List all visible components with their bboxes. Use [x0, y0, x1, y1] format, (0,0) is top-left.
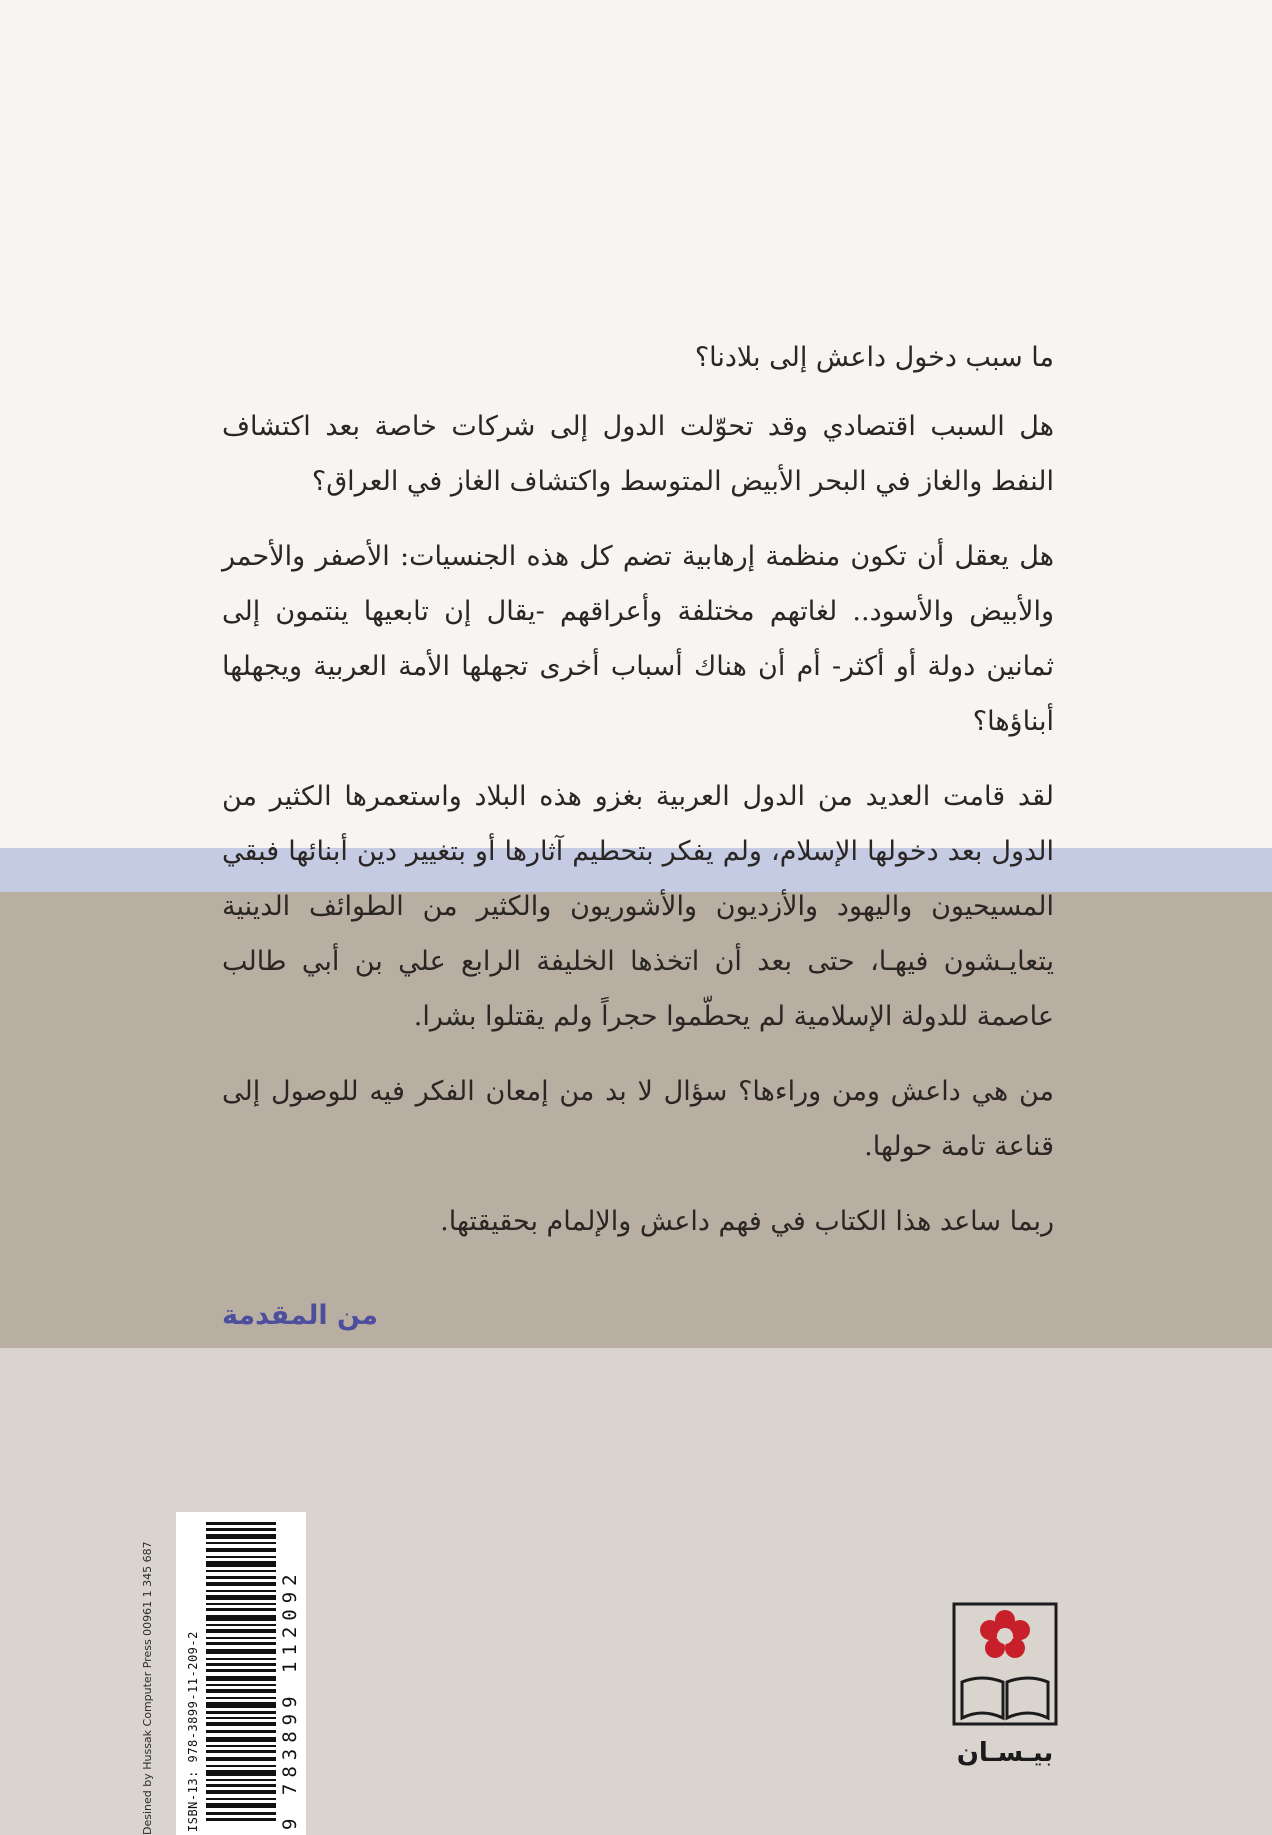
blurb-paragraph-2: هل السبب اقتصادي وقد تحوّلت الدول إلى شركات خاصة بعد اكتشاف النفط والغاز في البحر الأبيض المتوسط واكتشاف الغاز في العراق؟ [222, 411, 1054, 497]
blurb-paragraph-6: ربما ساعد هذا الكتاب في فهم داعش والإلمام بحقيقتها. [440, 1206, 1054, 1237]
blurb-paragraph-5: من هي داعش ومن وراءها؟ سؤال لا بد من إمعان الفكر فيه للوصول إلى قناعة تامة حولها. [222, 1076, 1054, 1162]
excerpt-source: من المقدمة [222, 1300, 379, 1331]
blurb-paragraph-1: ما سبب دخول داعش إلى بلادنا؟ [694, 342, 1054, 373]
publisher-name: بيـسـان [956, 1738, 1054, 1768]
isbn-number: ISBN-13: 978-3899-11-209-2 [186, 1631, 200, 1832]
barcode-icon [206, 1522, 276, 1822]
blurb-paragraph-3: هل يعقل أن تكون منظمة إرهابية تضم كل هذه الجنسيات: الأصفر والأحمر والأبيض والأسود.. لغاتهم مختلفة وأعراقهم -يقال إن تابعيها ينتمون إلى ثمانين دولة أو أكثر- أم أن هناك أسباب أخرى تجهلها الأمة العربية ويجهلها أبناؤها؟ [222, 541, 1054, 737]
flower-book-icon [940, 1598, 1070, 1730]
blurb-paragraph-4: لقد قامت العديد من الدول العربية بغزو هذه البلاد واستعمرها الكثير من الدول بعد دخولها الإسلام، ولم يفكر بتحطيم آثارها أو بتغيير دين أبنائها فبقي المسيحيون واليهود والأزديون والأشوريون والكثير من الطوائف الدينية يتعايـشون فيهـا، حتى بعد أن اتخذها الخليفة الرابع علي بن أبي طالب عاصمة للدولة الإسلامية لم يحطّموا حجراً ولم يقتلوا بشرا. [222, 781, 1054, 1032]
blurb-text [222, 330, 1054, 1269]
design-credit: Desined by Hussak Computer Press 00961 1 345 687 [141, 1541, 154, 1835]
barcode-area [116, 1512, 306, 1835]
barcode-digits: 9 783899 112092 [279, 1568, 301, 1830]
